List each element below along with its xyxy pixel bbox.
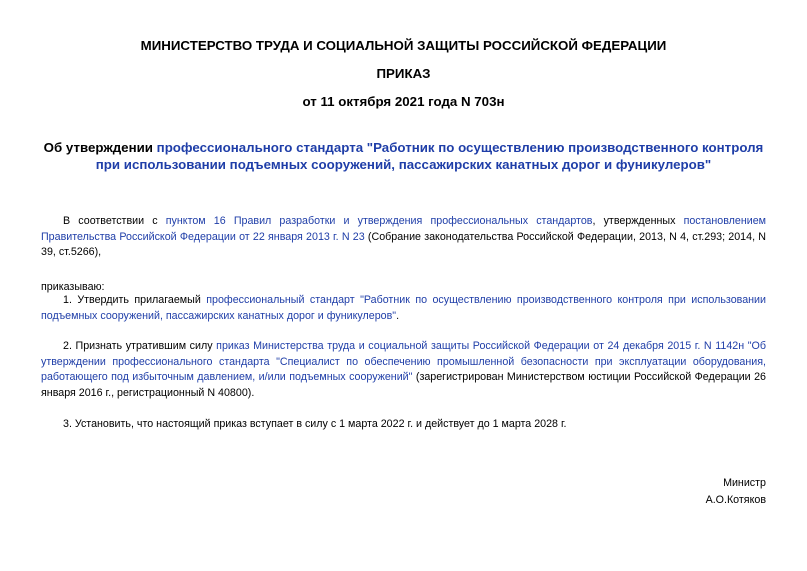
- document-type: ПРИКАЗ: [376, 66, 431, 81]
- paragraph-text: .: [396, 309, 400, 322]
- title-standard-link[interactable]: профессионального стандарта "Работник по осуществлению производственного контроля при использовании подъемных сооружений, пассажирских канатных дорог и фуникулеров": [95, 140, 764, 172]
- professional-standard-link[interactable]: профессиональный стандарт "Работник по осуществлению производственного контроля при использовании подъемных сооружений, пассажирских канатных дорог и фуникулеров": [41, 294, 766, 322]
- rules-link[interactable]: пунктом 16 Правил разработки и утверждения профессиональных стандартов: [165, 215, 593, 227]
- title-prefix: Об утверждении: [43, 140, 157, 155]
- paragraph-text: В соответствии с: [63, 215, 166, 227]
- paragraph-text: приказываю:: [41, 281, 105, 293]
- paragraph-item-2: [41, 339, 766, 401]
- ministry-heading: МИНИСТЕРСТВО ТРУДА И СОЦИАЛЬНОЙ ЗАЩИТЫ РОССИЙСКОЙ ФЕДЕРАЦИИ: [140, 38, 667, 53]
- document-date-number: от 11 октября 2021 года N 703н: [302, 94, 505, 109]
- repealed-order-link[interactable]: приказ Министерства труда и социальной защиты Российской Федерации от 24 декабря 2015 г. N 1142н "Об утверждении профессионального стандарта "Специалист по обеспечению промышленной безопасности при эксплуатации оборудования, работающего под избыточным давлением, и/или подъемных сооружений": [41, 340, 766, 383]
- signature-name: А.О.Котяков: [705, 494, 766, 506]
- paragraph-item-3: [41, 417, 766, 433]
- paragraph-text: 2. Признать утратившим силу: [63, 340, 217, 352]
- paragraph-text: (Собрание законодательства Российской Федерации, 2013, N 4, ст.293; 2014, N 39, ст.5266),: [41, 230, 766, 258]
- signature-position: Министр: [723, 477, 766, 489]
- paragraph-text: (зарегистрирован Министерством юстиции Российской Федерации 26 января 2016 г., регистрационный N 40800).: [41, 371, 766, 399]
- paragraph-item-1: [41, 293, 766, 324]
- paragraph-text: 3. Установить, что настоящий приказ вступает в силу с 1 марта 2022 г. и действует до 1 марта 2028 г.: [63, 418, 567, 430]
- paragraph-basis: [41, 214, 766, 261]
- paragraph-text: 1. Утвердить прилагаемый: [63, 294, 207, 306]
- paragraph-text: , утвержденных: [592, 215, 684, 227]
- government-decree-link[interactable]: постановлением Правительства Российской Федерации от 22 января 2013 г. N 23: [41, 215, 766, 243]
- document-title: [36, 139, 771, 173]
